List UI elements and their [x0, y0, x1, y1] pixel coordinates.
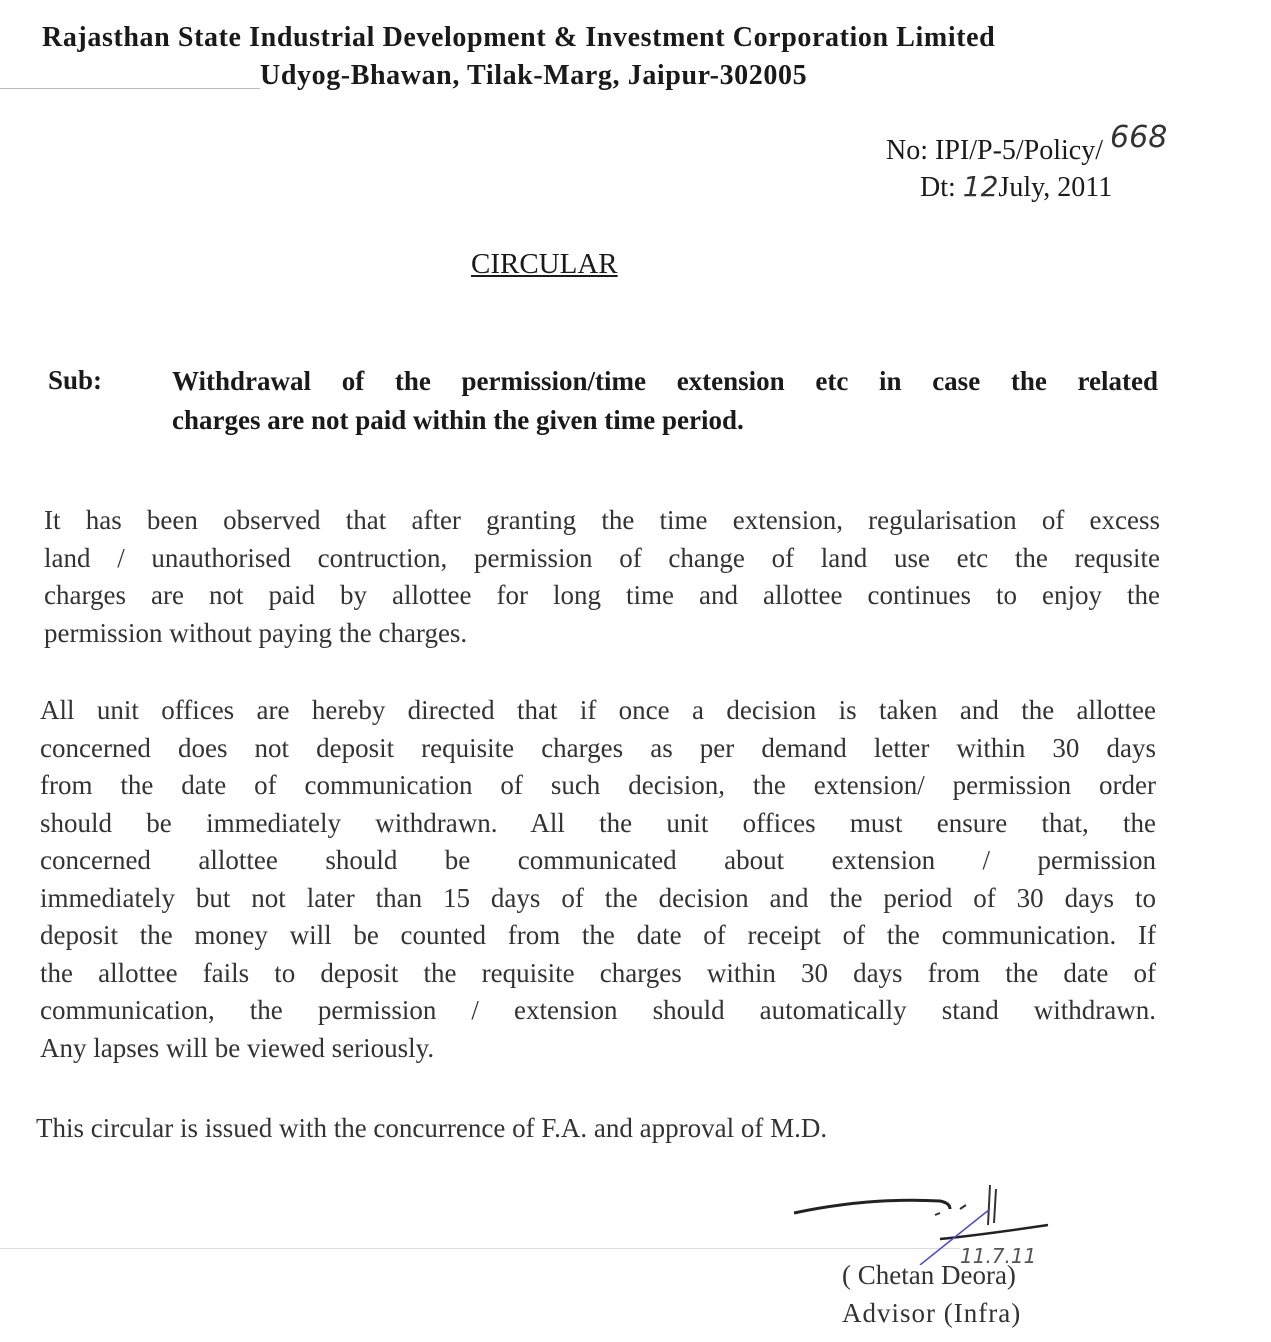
organization-address: Udyog-Bhawan, Tilak-Marg, Jaipur-302005 [260, 60, 808, 91]
reference-date [920, 170, 1112, 204]
paragraph-observation [44, 502, 1160, 652]
header-rule [0, 88, 260, 89]
signatory-name: ( Chetan Deora) [842, 1260, 1016, 1290]
paragraph-line: land / unauthorised contruction, permission of change of land use etc the requsite [44, 542, 1160, 573]
date-handwritten-day: 12 [962, 170, 999, 203]
signatory-designation: Advisor (Infra) [842, 1298, 1022, 1328]
signature-image [790, 1175, 1060, 1265]
paragraph-approval [36, 1110, 1152, 1148]
paragraph-line: All unit offices are hereby directed that if once a decision is taken and the allottee [40, 695, 1156, 725]
paragraph-line: deposit the money will be counted from the date of receipt of the communication. If [40, 920, 1156, 950]
paragraph-line: permission without paying the charges. [44, 617, 468, 648]
date-text: July, 2011 [998, 172, 1113, 203]
paragraph-line: charges are not paid by allottee for long time and allottee continues to enjoy the [44, 580, 1160, 610]
paragraph-line: Any lapses will be viewed seriously. [40, 1032, 435, 1063]
paragraph-line: communication, the permission / extension should automatically stand withdrawn. [40, 995, 1156, 1025]
paragraph-line: immediately but not later than 15 days of the decision and the period of 30 days to [40, 882, 1156, 913]
paragraph-directive [40, 692, 1156, 1067]
organization-name: Rajasthan State Industrial Development & Investment Corporation Limited [42, 22, 996, 53]
paragraph-line: the allottee fails to deposit the requisite charges within 30 days from the date of [40, 957, 1156, 988]
paragraph-line: concerned allottee should be communicated about extension / permission [40, 845, 1156, 875]
reference-number-handwritten: 668 [1110, 120, 1168, 155]
paragraph-line: This circular is issued with the concurrence of F.A. and approval of M.D. [36, 1113, 828, 1143]
signatory-block [842, 1256, 1021, 1332]
date-label: Dt: [920, 172, 956, 203]
reference-number [886, 120, 1168, 167]
document-title: CIRCULAR [471, 248, 618, 280]
paragraph-line: It has been observed that after granting the time extension, regularisation of excess [44, 505, 1160, 535]
paragraph-line: from the date of communication of such decision, the extension/ permission order [40, 770, 1156, 800]
paragraph-line: concerned does not deposit requisite charges as per demand letter within 30 days [40, 732, 1156, 763]
subject-label: Sub: [48, 365, 103, 395]
paragraph-line: should be immediately withdrawn. All the unit offices must ensure that, the [40, 807, 1156, 838]
subject-line: charges are not paid within the given time period. [172, 405, 744, 435]
subject-line: Withdrawal of the permission/time extension etc in case the related [172, 366, 1158, 396]
reference-number-label: No: IPI/P-5/Policy/ [886, 135, 1104, 166]
subject-text [172, 362, 1158, 440]
signature-date: 11.7.11 [960, 1244, 1037, 1265]
